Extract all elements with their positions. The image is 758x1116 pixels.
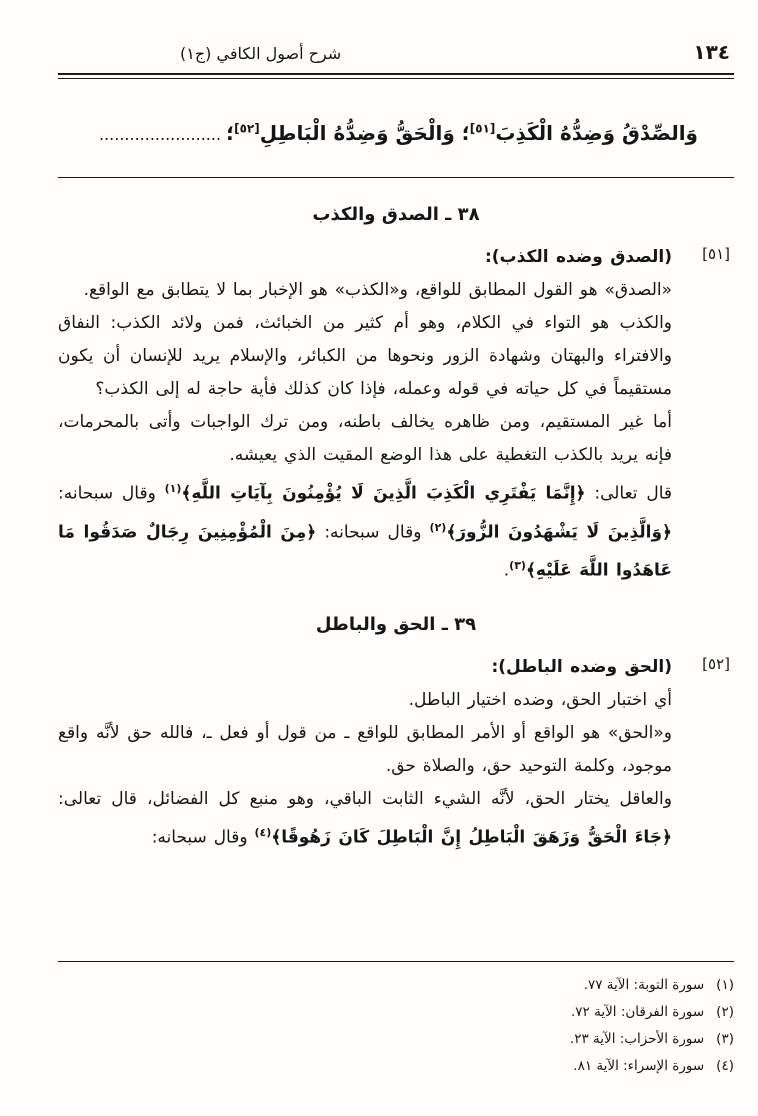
text-run: قال تعالى: bbox=[585, 483, 673, 504]
footnote-number: (٤) bbox=[716, 1058, 734, 1074]
paragraph-marker: [٥٢] bbox=[702, 654, 730, 673]
paragraph bbox=[58, 684, 672, 717]
footnote-number: (٣) bbox=[716, 1031, 734, 1047]
footnote-ref: (٤) bbox=[254, 825, 272, 839]
matn-text: ؛ bbox=[226, 121, 235, 145]
header-rule-thick bbox=[58, 73, 734, 75]
text-run: أما غير المستقيم، ومن ظاهره يخالف باطنه، ومن ترك الواجبات وأتى بالمحرمات، فإنه يريد بالكذب التغطية على هذا الوضع المقيت الذي يعيشه. bbox=[58, 412, 672, 465]
footnote-ref: (٢) bbox=[429, 520, 447, 534]
page-header bbox=[58, 40, 734, 73]
text-run: وقال سبحانه: bbox=[58, 483, 165, 504]
quran-quote: ﴿مِنَ الْمُؤْمِنِينَ رِجَالٌ صَدَقُوا مَا عَاهَدُوا اللَّهَ عَلَيْهِ﴾ bbox=[58, 522, 672, 581]
paragraph bbox=[58, 783, 672, 855]
footnote-item bbox=[58, 972, 734, 999]
paragraph-text bbox=[58, 241, 672, 274]
section-heading: ٣٨ ـ الصدق والكذب bbox=[312, 204, 480, 225]
matn-text: وَالصِّدْقُ وَضِدُّهُ الْكَذِبَ bbox=[495, 121, 698, 145]
paragraph bbox=[58, 406, 672, 472]
footnotes bbox=[58, 961, 734, 1080]
text-run: وقال سبحانه: bbox=[316, 522, 430, 543]
footnote-item bbox=[58, 1053, 734, 1080]
paragraph-text bbox=[58, 684, 672, 717]
header-rule-thin bbox=[58, 78, 734, 79]
footnote-number: (١) bbox=[716, 977, 734, 993]
paragraph bbox=[58, 241, 730, 274]
quran-quote: ﴿إِنَّمَا يَفْتَرِي الْكَذِبَ الَّذِينَ لَا يُؤْمِنُونَ بِآيَاتِ اللَّهِ﴾ bbox=[181, 483, 586, 504]
footnote-text: سورة الإسراء: الآية ٨١. bbox=[573, 1058, 705, 1074]
matn-text: ؛ وَالْحَقُّ وَضِدُّهُ الْبَاطِلِ bbox=[259, 121, 470, 145]
footnote-text: سورة التوبة: الآية ٧٧. bbox=[583, 977, 705, 993]
text-run: «الصدق» هو القول المطابق للواقع، و«الكذب» هو الإخبار بما لا يتطابق مع الواقع. bbox=[83, 280, 672, 300]
section-heading: ٣٩ ـ الحق والباطل bbox=[315, 613, 477, 635]
text-run: . bbox=[503, 560, 510, 581]
footnote-ref: (١) bbox=[164, 482, 182, 495]
footnote-separator bbox=[58, 961, 734, 962]
page-number: ١٣٤ bbox=[693, 40, 730, 64]
paragraph bbox=[58, 472, 672, 588]
dotted-filler: ........................ bbox=[98, 125, 227, 144]
text-run: أي اختبار الحق، وضده اختيار الباطل. bbox=[408, 689, 672, 710]
footnotes-list bbox=[58, 972, 734, 1080]
paragraph-marker: [٥١] bbox=[702, 245, 730, 263]
footnote-item bbox=[58, 1026, 734, 1053]
footnote-text: سورة الأحزاب: الآية ٢٣. bbox=[569, 1031, 705, 1047]
text-run: و«الحق» هو الواقع أو الأمر المطابق للواقع ـ من قول أو فعل ـ، فالله حق لأنَّه واقع موجود، وكلمة التوحيد حق، والصلاة حق. bbox=[58, 722, 672, 776]
paragraph-text bbox=[58, 472, 672, 588]
quran-quote: ﴿وَالَّذِينَ لَا يَشْهَدُونَ الزُّورَ﴾ bbox=[446, 522, 672, 543]
paragraph-text bbox=[58, 274, 672, 307]
paragraph-text bbox=[58, 307, 672, 406]
commentary-ref-marker: [٥١] bbox=[469, 121, 496, 136]
footnote-ref: (٣) bbox=[509, 559, 526, 573]
paragraph bbox=[58, 307, 672, 406]
paragraph-text bbox=[58, 783, 672, 855]
text-run: والكذب هو التواء في الكلام، وهو أم كثير من الخبائث، فمن ولائد الكذب: النفاق والافتراء والبهتان وشهادة الزور ونحوها من الكبائر، والإسلام يريد للإنسان أن يكون مستقيماً في كل حياته في قوله وعمله، فإذا كان كذلك فأية حاجة له إلى الكذب؟ bbox=[58, 313, 672, 399]
footnote-text: سورة الفرقان: الآية ٧٢. bbox=[570, 1004, 705, 1020]
book-title: شرح أصول الكافي (ج١) bbox=[180, 44, 342, 63]
paragraph bbox=[58, 651, 730, 684]
footnote-item bbox=[58, 999, 734, 1026]
text-run: وقال سبحانه: bbox=[151, 827, 255, 848]
paragraph-text bbox=[58, 406, 672, 472]
commentary-ref-marker: [٥٢] bbox=[234, 121, 260, 136]
paragraph-text bbox=[58, 651, 672, 684]
sections bbox=[58, 178, 734, 855]
text-run: (الصدق وضده الكذب): bbox=[484, 247, 672, 267]
paragraph-text bbox=[58, 717, 672, 783]
quran-quote: ﴿جَاءَ الْحَقُّ وَزَهَقَ الْبَاطِلُ إِنَّ الْبَاطِلَ كَانَ زَهُوقًا﴾ bbox=[271, 827, 672, 848]
paragraph bbox=[58, 717, 672, 783]
paragraph bbox=[58, 274, 672, 307]
matn-line bbox=[58, 113, 698, 153]
text-run: (الحق وضده الباطل): bbox=[491, 656, 672, 677]
text-run: والعاقل يختار الحق، لأنَّه الشيء الثابت الباقي، وهو منبع كل الفضائل، قال تعالى: bbox=[58, 788, 672, 809]
footnote-number: (٢) bbox=[716, 1004, 734, 1020]
